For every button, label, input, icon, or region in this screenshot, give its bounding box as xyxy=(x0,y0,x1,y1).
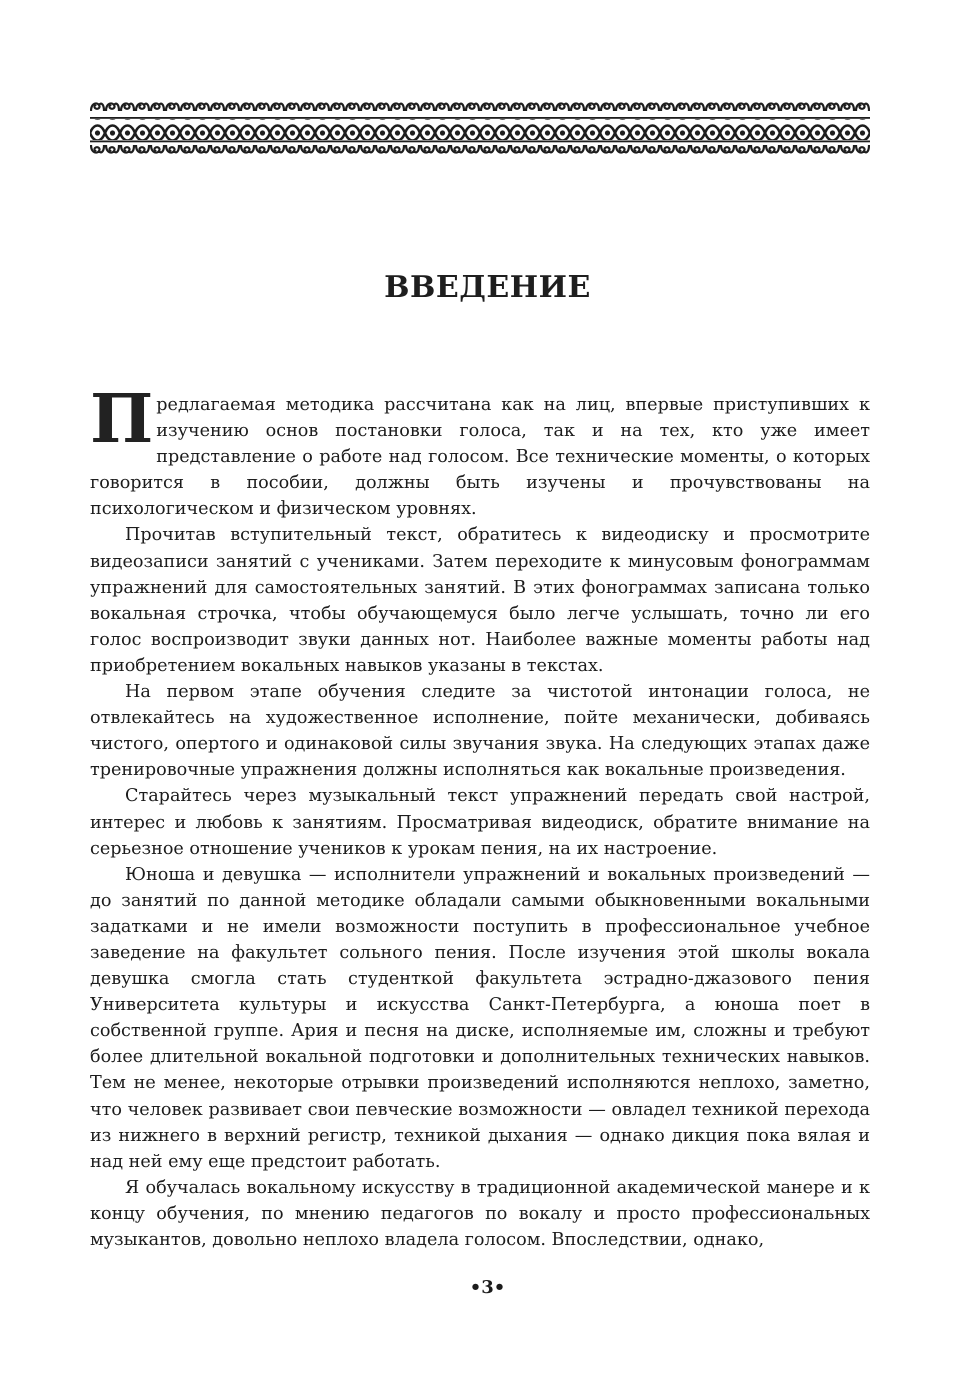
paragraph-6: Я обучалась вокальному искусству в традиционной академической манере и к концу обучения, по мнению педагогов по вокалу и просто профессиональных музыкантов, довольно неплохо владела голосом. Впоследствии, однако, xyxy=(90,1177,870,1250)
paragraph-2: Прочитав вступительный текст, обратитесь к видеодиску и просмотрите видеозаписи занятий с учениками. Затем переходите к минусовым фонограммам упражнений для самостоятельных занятий. В этих фонограммах записана только вокальная строчка, чтобы обучающемуся было легче услышать, точно ли его голос воспроизводит звуки данных нот. Наиболее важные моменты работы над приобретением вокальных навыков указаны в текстах. xyxy=(90,525,870,676)
drop-cap-letter: П xyxy=(90,379,154,458)
page-number: •3• xyxy=(469,1277,506,1298)
paragraph-1-text: редлагаемая методика рассчитана как на лиц, впервые приступивших к изучению основ постановки голоса, так и на тех, кто уже имеет представление о работе над голосом. Все технические моменты, о которых говорится в пособии, должны быть изучены и прочувствованы на психологическом и физическом уровнях. xyxy=(90,395,870,520)
paragraph-4: Старайтесь через музыкальный текст упражнений передать свой настрой, интерес и любовь к занятиям. Просматривая видеодиск, обратите внимание на серьезное отношение учеников к урокам пения, на их настроение. xyxy=(90,786,870,859)
paragraph-3: На первом этапе обучения следите за чистотой интонации голоса, не отвлекайтесь на художественное исполнение, пойте механически, добиваясь чистого, опертого и одинаковой силы звучания звука. На следующих этапах даже тренировочные упражнения должны исполняться как вокальные произведения. xyxy=(90,682,870,781)
decorative-ornament-band xyxy=(90,100,870,158)
paragraph-5: Юноша и девушка — исполнители упражнений и вокальных произведений — до занятий по данной методике обладали самыми обыкновенными вокальными задатками и не имели возможности поступить в профессиональное учебное заведение на факультет сольного пения. После изучения этой школы вокала девушка смогла стать студенткой факультета эстрадно-джазового пения Университета культуры и искусства Санкт-Петербурга, а юноша поет в собственной группе. Ария и песня на диске, исполняемые им, сложны и требуют более длительной вокальной подготовки и дополнительных технических навыков. Тем не менее, некоторые отрывки произведений исполняются неплохо, заметно, что человек развивает свои певческие возможности — овладел техникой перехода из нижнего в верхний регистр, техникой дыхания — однако дикция пока вялая и над ней ему еще предстоит работать. xyxy=(90,864,870,1172)
body-text xyxy=(90,379,870,1253)
chapter-title: ВВЕДЕНИЕ xyxy=(384,270,591,305)
paragraph-1 xyxy=(90,379,870,522)
